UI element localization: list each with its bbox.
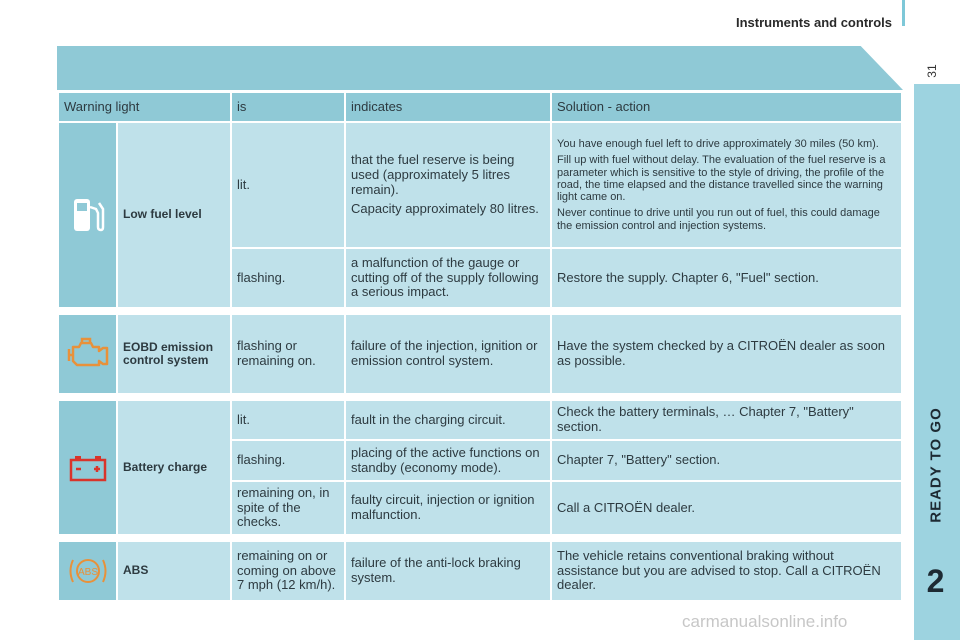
low-fuel-lit-indicates	[345, 122, 551, 248]
abs-name: ABS	[117, 541, 231, 601]
battery-row-2-solution: Chapter 7, "Battery" section.	[551, 440, 902, 481]
low-fuel-flashing-solution: Restore the supply. Chapter 6, "Fuel" section.	[551, 248, 902, 308]
battery-row-3-indicates: faulty circuit, injection or ignition malfunction.	[345, 481, 551, 535]
side-strip-rule	[911, 84, 914, 640]
abs-indicates: failure of the anti-lock braking system.	[345, 541, 551, 601]
battery-icon	[68, 454, 108, 482]
abs-solution: The vehicle retains conventional braking without assistance but you are advised to stop. Call a CITROËN dealer.	[551, 541, 902, 601]
table-header-row	[58, 92, 902, 122]
abs-is: remaining on or coming on above 7 mph (12 km/h).	[231, 541, 345, 601]
low-fuel-icon-cell	[58, 122, 117, 308]
table-row-low-fuel-lit	[58, 122, 902, 248]
eobd-indicates: failure of the injection, ignition or emission control system.	[345, 314, 551, 394]
chapter-label	[911, 380, 960, 550]
header-is: is	[231, 92, 345, 122]
page-number: 31	[925, 64, 939, 78]
low-fuel-lit-indicates-1: that the fuel reserve is being used (approximately 5 litres remain).	[351, 152, 515, 197]
abs-icon-text: ABS	[77, 567, 98, 578]
battery-row-1-indicates: fault in the charging circuit.	[345, 400, 551, 440]
battery-row-1-solution: Check the battery terminals, … Chapter 7, "Battery" section.	[551, 400, 902, 440]
eobd-is: flashing or remaining on.	[231, 314, 345, 394]
page-header-title: Instruments and controls	[735, 15, 892, 30]
battery-icon-cell	[58, 400, 117, 535]
table-row-eobd	[58, 314, 902, 394]
low-fuel-lit-solution-2: Fill up with fuel without delay. The evaluation of the fuel reserve is a parameter which is sensitive to the style of driving, the profile of the road, the time elapsed and the distance travelled since the warning light came on.	[557, 154, 886, 204]
low-fuel-flashing-indicates: a malfunction of the gauge or cutting off of the supply following a serious impact.	[345, 248, 551, 308]
battery-row-3-is: remaining on, in spite of the checks.	[231, 481, 345, 535]
chapter-label-text: READY TO GO	[927, 407, 944, 523]
low-fuel-lit-indicates-2: Capacity approximately 80 litres.	[351, 201, 539, 217]
low-fuel-name: Low fuel level	[117, 122, 231, 308]
header-solution: Solution - action	[551, 92, 902, 122]
battery-name: Battery charge	[117, 400, 231, 535]
header-indicates: indicates	[345, 92, 551, 122]
low-fuel-lit-solution-3: Never continue to drive until you run out of fuel, this could damage the emission control and injection systems.	[557, 207, 880, 232]
header-warning-light: Warning light	[58, 92, 231, 122]
fuel-pump-icon	[70, 195, 106, 235]
eobd-solution: Have the system checked by a CITROËN dealer as soon as possible.	[551, 314, 902, 394]
header-rule	[902, 0, 905, 26]
section-banner	[57, 46, 903, 90]
engine-icon	[66, 337, 110, 371]
table-row-abs	[58, 541, 902, 601]
abs-icon	[66, 554, 110, 588]
low-fuel-lit-solution	[551, 122, 902, 248]
abs-icon-cell	[58, 541, 117, 601]
low-fuel-lit-solution-1: You have enough fuel left to drive approximately 30 miles (50 km).	[557, 137, 879, 150]
battery-row-1-is: lit.	[231, 400, 345, 440]
eobd-icon-cell	[58, 314, 117, 394]
footer-watermark: carmanualsonline.info	[682, 612, 848, 631]
chapter-number: 2	[926, 563, 945, 599]
battery-row-2-is: flashing.	[231, 440, 345, 481]
chapter-side-strip	[911, 84, 960, 640]
low-fuel-lit-is: lit.	[231, 122, 345, 248]
low-fuel-flashing-is: flashing.	[231, 248, 345, 308]
eobd-name: EOBD emission control system	[117, 314, 231, 394]
battery-row-3-solution: Call a CITROËN dealer.	[551, 481, 902, 535]
battery-row-2-indicates: placing of the active functions on standby (economy mode).	[345, 440, 551, 481]
warning-lights-table	[57, 91, 903, 602]
table-row-battery-lit	[58, 400, 902, 440]
